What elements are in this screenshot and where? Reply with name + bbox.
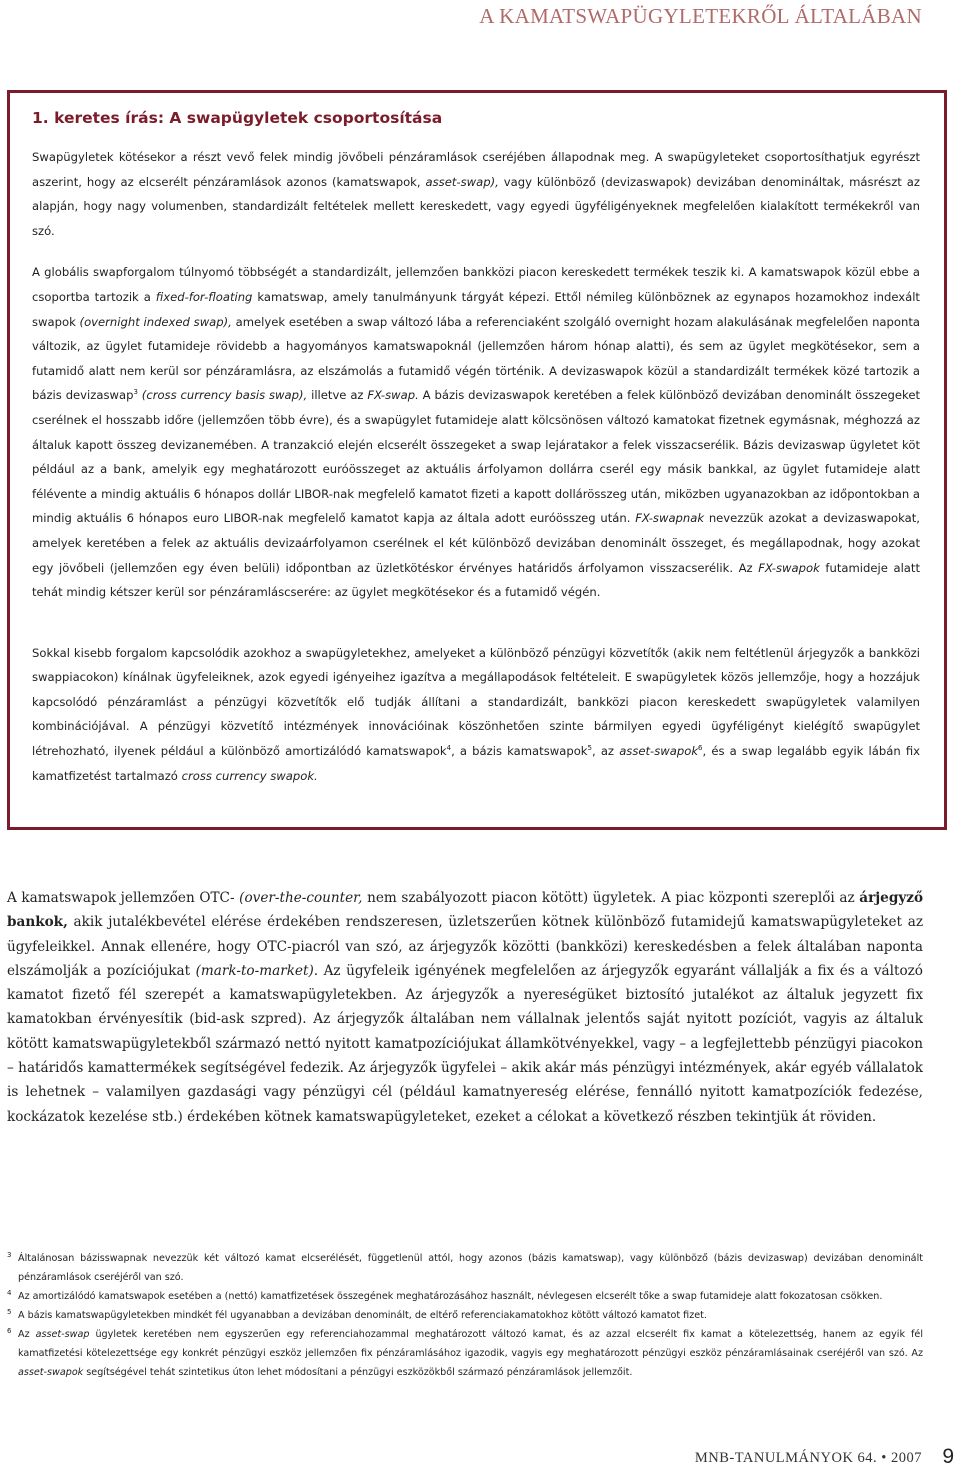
running-header: A KAMATSWAPÜGYLETEKRŐL ÁLTALÁBAN <box>479 4 922 28</box>
box-paragraph-2: A globális swapforgalom túlnyomó többségét a standardizált, jellemzően bankközi piacon kereskedett termékek teszik ki. A kamatswapok közül ebbe a csoportba tartozik a fixed-for-floating kamatswap, amely tanulmányunk tárgyát képezi. Ettől némileg különböznek az egynapos hozamokhoz indexált swapok (overnight indexed swap), amelyek esetében a swap változó lába a referenciaként szolgáló overnight hozam alakulásának megfelelően naponta változik, az ügylet futamideje rövidebb a hagyományos kamatswapoknál (jellemzően három hónap alatti), és sem az ügylet megkötésekor, sem a futamidő alatt nem kerül sor pénzáramlásra, az elszámolás a futamidő végén történik. A devizaswapok közül a standardizált termékek közé tartozik a bázis devizaswap$^3$ (cross currency basis swap), illetve az FX-swap. A bázis devizaswapok keretében a felek különböző devizában denominált összegeket cserélnek el hosszabb időre (jellemzően több évre), és a swapügylet futamideje alatt kölcsönösen változó kamatokat fizetnek egymásnak, méghozzá az általuk kapott összeg devizanemében. A tranzakció elején elcserélt összegeket a swap lejáratakor a felek visszacserélik. Bázis devizaswap ügyletet köt például az a bank, amelyik egy meghatározott euróösszeget az aktuális árfolyamon dollárra cserél egy másik bankkal, az ügylet futamideje alatt félévente a mindig aktuális 6 hónapos dollár LIBOR-nak megfelelő kamatot fizeti a kapott dollárösszeg után, miközben ugyanazokban az időpontokban a mindig aktuális 6 hónapos euro LIBOR-nak megfelelő kamatot kapja az általa adott euróösszeg után. FX-swapnak nevezzük azokat a devizaswapokat, amelyek keretében a felek az aktuális devizaárfolyamon cserélnek el két különböző devizában denominált összeget, és megállapodnak, hogy azokat egy jövőbeli (jellemzően egy éven belüli) időpontban az üzletkötéskor érvényes határidős árfolyamon visszacserélik. Az FX-swapok futamideje alatt tehát mindig kétszer kerül sor pénzáramláscserére: az ügylet megkötésekor és a futamidő végén. <box>32 265 920 600</box>
box-paragraph-1: Swapügyletek kötésekor a részt vevő felek mindig jövőbeli pénzáramlások cseréjében állapodnak meg. A swapügyleteket csoportosíthatjuk egyrészt aszerint, hogy az elcserélt pénzáramlások azonos (kamatswapok, asset-swap), vagy különböző (devizaswapok) devizában denomináltak, másrészt az alapján, hogy nagy volumenben, standardizált feltételek mellett kereskedett, vagy egyedi ügyféligényeknek megfelelően kialakított termékekről van szó. <box>32 150 920 238</box>
main-paragraph: A kamatswapok jellemzően OTC- (over-the-counter, nem szabályozott piacon kötött) ügyletek. A piac központi szereplői az árjegyző bankok, akik jutalékbevétel elérése érdekében rendszeresen, üzletszerűen kötnek különböző futamidejű kamatswapügyleteket az ügyfeleikkel. Annak ellenére, hogy OTC-piacról van szó, az árjegyzők közötti (bankközi) kereskedésben a felek általában naponta elszámolják a pozíciójukat (mark-to-market). Az ügyfeleik igényének megfelelően az árjegyzők egyaránt vállalják a fix és a változó kamatot fizető fél szerepét a kamatswapügyletekben. Az árjegyzők a nyereségüket biztosító jutalékot az általuk jegyzett fix kamatokban érvényesítik (bid-ask szpred). Az árjegyzők általában nem vállalnak jelentős saját nyitott pozíciót, vagyis az általuk kötött kamatswapügyletekből származó nettó nyitott kamatpozíciójukat államkötvényekkel, vagy – a legfejlettebb pénzügyi piacokon – határidős kamattermékek segítségével fedezik. Az árjegyzők ügyfelei – akik akár más pénzügyi intézmények, akár egyéb vállalatok is lehetnek – valamilyen gazdasági vagy pénzügyi cél (például kamatnyereség elérése, fennálló nyitott kamatpozíciók fedezése, kockázatok kezelése stb.) érdekében kötnek kamatswapügyleteket, ezeket a célokat a következő részben tekintjük át röviden. <box>7 890 924 1125</box>
box-paragraph-3: Sokkal kisebb forgalom kapcsolódik azokhoz a swapügyletekhez, amelyeket a különböző pénzügyi közvetítők (akik nem feltétlenül árjegyzők a bankközi swappiacokon) kínálnak ügyfeleiknek, azok egyedi igényeihez igazítva a megállapodások feltételeit. E swapügyletek közös jellemzője, hogy a hozzájuk kapcsolódó pénzáramlást a pénzügyi közvetítők elő tudják állítani a standardizált, bankközi piacon kereskedett swapügyletek valamilyen kombinációjával. A pénzügyi közvetítő intézmények innovációinak köszönhetően szinte bármilyen egyedi ügyféligényt kielégítő swapügylet létrehozható, ilyenek például a különböző amortizálódó kamatswapok$^4$, a bázis kamatswapok$^5$, az asset-swapok$^6$, és a swap legalább egyik lábán fix kamatfizetést tartalmazó cross currency swapok. <box>32 645 921 783</box>
page-number: 9 <box>942 1445 954 1468</box>
footnote-5: 5 A bázis kamatswapügyletekben mindkét fél ugyanabban a devizában denominált, de eltérő referenciakamatokhoz kötött változó kamatot fizet. <box>7 1308 707 1321</box>
box-title: 1. keretes írás: A swapügyletek csoportosítása <box>32 109 443 127</box>
footnote-ref-4[interactable]: 4 <box>446 744 452 753</box>
footnotes <box>7 1249 923 1382</box>
footnote-4: 4 Az amortizálódó kamatswapok esetében a (nettó) kamatfizetések összegének meghatározásához használt, névlegesen elcserélt tőke a swap futamideje alatt fokozatosan csökken. <box>7 1289 883 1302</box>
footnote-6: 6 Az asset-swap ügyletek keretében nem egyszerűen egy referenciahozammal meghatározott változó kamat, és az azzal elcserélt fix kamat a kötelezettség, hanem az egyik fél kamatfizetési kötelezettsége egy konkrét pénzügyi eszköz jellemzően fix pénzáramlásához igazodik, vagyis egy meghatározott pénzügyi eszköz pénzáramlásainak cseréjéről van szó. Az asset-swapok segítségével tehát szintetikus úton lehet módosítani a pénzügyi eszközökből származó pénzáramlások jellemzőit. <box>7 1327 923 1378</box>
sidebar-box <box>7 90 947 830</box>
footnote-3: 3 Általánosan bázisswapnak nevezzük két változó kamat elcserélését, függetlenül attól, hogy azonos (bázis kamatswap), vagy különböző (bázis devizaswap) devizában denominált pénzáramlások cseréjéről van szó. <box>7 1251 923 1283</box>
running-footer: MNB-TANULMÁNYOK 64. • 2007 <box>694 1450 922 1466</box>
footnote-ref-3[interactable]: 3 <box>133 388 138 397</box>
footnote-ref-6[interactable]: 6 <box>698 744 703 753</box>
footnote-ref-5[interactable]: 5 <box>587 744 592 753</box>
